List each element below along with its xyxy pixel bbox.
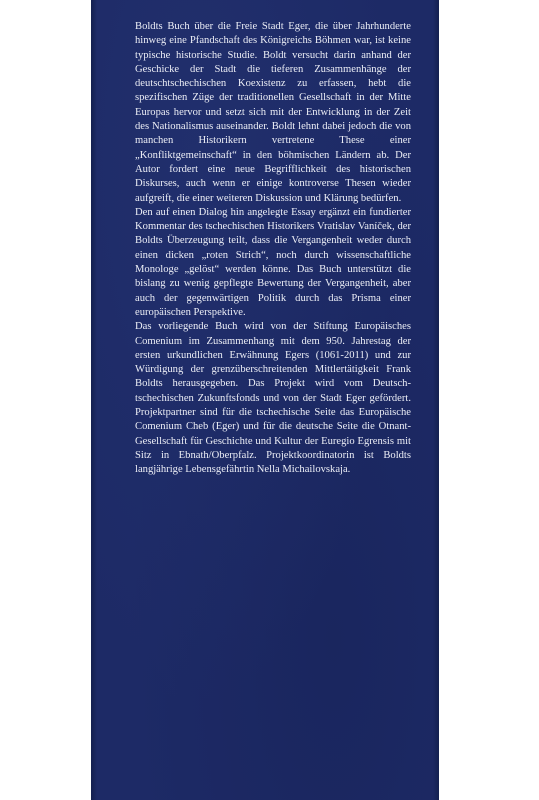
cover-right-edge-shadow — [433, 0, 439, 800]
blurb-paragraph-3: Das vorliegende Buch wird von der Stiftung Europäisches Comenium im Zusammenhang mit dem 950. Jahrestag der ersten urkundlichen Erwähnung Egers (1061-2011) und zur Würdigung der grenzüberschreitenden Mittlertätigkeit Frank Boldts herausgegeben. Das Projekt wird vom Deutsch-tschechischen Zukunftsfonds und von der Stadt Eger gefördert. Projektpartner sind für die tschechische Seite das Europäische Comenium Cheb (Eger) und für die deutsche Seite die Otnant-Gesellschaft für Geschichte und Kultur der Euregio Egrensis mit Sitz in Ebnath/Oberpfalz. Projektkoordinatorin ist Boldts langjährige Lebensgefährtin Nella Michailovskaja. — [135, 321, 411, 476]
book-back-cover — [91, 0, 439, 800]
cover-left-edge-shadow — [91, 0, 97, 800]
blurb-paragraph-1: Boldts Buch über die Freie Stadt Eger, die über Jahrhunderte hinweg eine Pfandschaft des Königreichs Böhmen war, ist keine typische historische Studie. Boldt versucht darin anhand der Geschicke der Stadt die tieferen Zusammenhänge der deutschtschechischen Koexistenz zu erfassen, hebt die spezifischen Züge der traditionellen Gesellschaft in der Mitte Europas hervor und setzt sich mit der Entwicklung in der Zeit des Nationalismus auseinander. Boldt lehnt dabei jedoch die von manchen Historikern vertretene These einer „Konfliktgemeinschaft“ in den böhmischen Ländern ab. Der Autor fordert eine neue Begrifflichkeit des historischen Diskurses, auch wenn er einige kontroverse Thesen wieder aufgreift, die einer weiteren Diskussion und Klärung bedürfen. — [135, 21, 411, 204]
blurb-paragraph-2: Den auf einen Dialog hin angelegte Essay ergänzt ein fundierter Kommentar des tschechischen Historikers Vratislav Vaníček, der Boldts Überzeugung teilt, dass die Vergangenheit weder durch einen dicken „roten Strich“, noch durch wissenschaftliche Monologe „gelöst“ werden könne. Das Buch unterstützt die bislang zu wenig gepflegte Bewertung der Vergangenheit, aber auch der gegenwärtigen Politik durch das Prisma einer europäischen Perspektive. — [135, 206, 411, 318]
blurb-text — [135, 20, 411, 478]
